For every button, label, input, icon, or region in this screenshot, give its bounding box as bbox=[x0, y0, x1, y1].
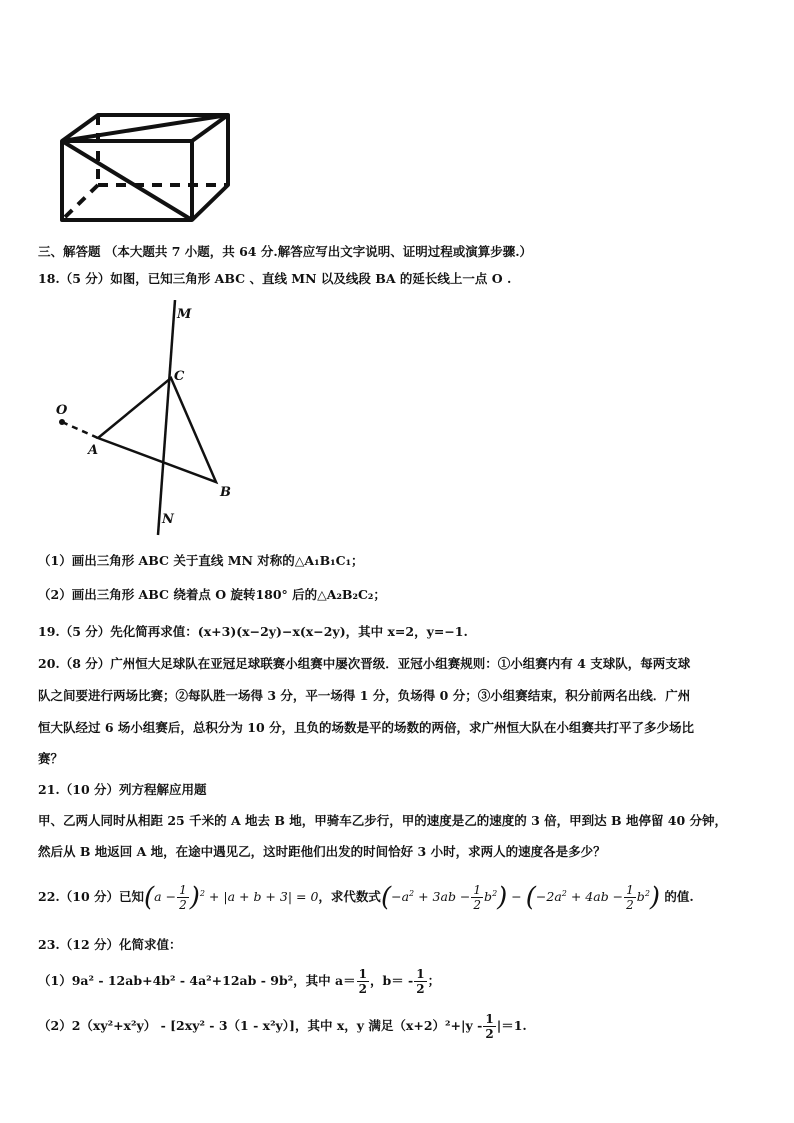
q21-line2: 然后从 B 地返回 A 地，在途中遇见乙，这时距他们出发的时间恰好 3 小时，求两人的速度各是多少？ bbox=[38, 844, 606, 859]
label-c: C bbox=[174, 369, 185, 384]
section-heading: 三、解答题 （本大题共 7 小题，共 64 分.解答应写出文字说明、证明过程或演算步骤.） bbox=[38, 244, 533, 259]
q19: 19.（5 分）先化简再求值：(x+3)(x−2y)−x(x−2y)，其中 x=2，y=−1. bbox=[38, 624, 468, 639]
q20-line4: 赛？ bbox=[38, 751, 64, 766]
label-a: A bbox=[88, 443, 99, 458]
q20-line2: 队之间要进行两场比赛；②每队胜一场得 3 分，平一场得 1 分，负场得 0 分；③小组赛结束，积分前两名出线．广州 bbox=[38, 688, 691, 703]
q20-line1: 20.（8 分）广州恒大足球队在亚冠足球联赛小组赛中屡次晋级．亚冠小组赛规则：①小组赛内有 4 支球队，每两支球 bbox=[38, 656, 691, 671]
label-n: N bbox=[162, 512, 174, 527]
q23-part2: （2）2（xy²+x²y） - [2xy² - 3（1 - x²y）]，其中 x，y 满足（x+2）²+|y - $\frac{1}{2}$ |＝1. bbox=[38, 1012, 527, 1041]
label-m: M bbox=[177, 307, 192, 322]
q18-part2: （2）画出三角形 ABC 绕着点 O 旋转180° 后的△A₂B₂C₂； bbox=[38, 587, 386, 602]
triangle-figure bbox=[50, 300, 250, 540]
q21-line1: 甲、乙两人同时从相距 25 千米的 A 地去 B 地，甲骑车乙步行，甲的速度是乙的速度的 3 倍，甲到达 B 地停留 40 分钟， bbox=[38, 813, 728, 828]
q23-part1: （1）9a² - 12ab+4b² - 4a²+12ab - 9b²，其中 a＝ $\frac{1}{2}$ ，b＝ - $\frac{1}{2}$ ； bbox=[38, 967, 441, 996]
q23-title: 23.（12 分）化简求值： bbox=[38, 937, 182, 952]
q20-line3: 恒大队经过 6 场小组赛后，总积分为 10 分，且负的场数是平的场数的两倍，求广州恒大队在小组赛共打平了多少场比 bbox=[38, 720, 695, 735]
q22: 22.（10 分）已知(a − $\frac{1}{2}$ )$^2$ + |a + b + 3| = 0，求代数式($-a^2 + 3ab$ − $\frac{1}{2}$ $b^2) - (-2a^2 + 4ab$ − $\frac{1}{2}$ $b^2$) 的值. bbox=[38, 882, 694, 913]
label-o: O bbox=[56, 403, 68, 418]
label-b: B bbox=[220, 485, 231, 500]
prism-figure bbox=[50, 105, 240, 230]
q18-part1: （1）画出三角形 ABC 关于直线 MN 对称的△A₁B₁C₁； bbox=[38, 553, 364, 568]
q21-title: 21.（10 分）列方程解应用题 bbox=[38, 782, 207, 797]
q18-stem: 18.（5 分）如图，已知三角形 ABC 、直线 MN 以及线段 BA 的延长线上一点 O . bbox=[38, 271, 512, 286]
